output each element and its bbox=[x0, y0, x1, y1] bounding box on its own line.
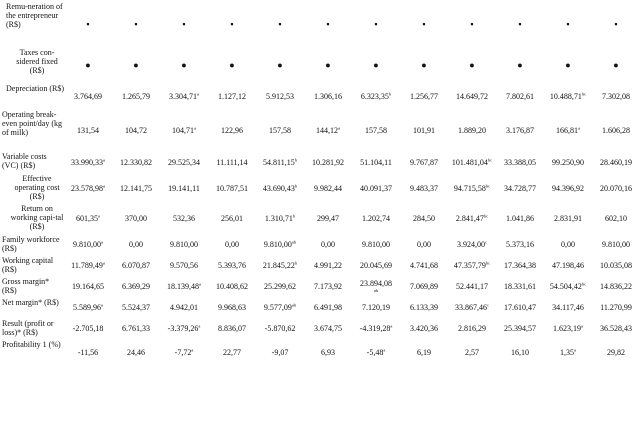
value-cell: 7.302,08 bbox=[602, 91, 630, 101]
value-cell: 40.091,37 bbox=[360, 183, 392, 193]
value-cell: 1.623,19$^a$ bbox=[553, 323, 583, 333]
value-cell: 12.330,82 bbox=[120, 157, 152, 167]
table-row bbox=[2, 173, 640, 203]
square-marker-cell: ▪ bbox=[566, 18, 570, 29]
dot-marker-cell: ● bbox=[325, 59, 331, 70]
value-cell: 7.120,19 bbox=[362, 303, 390, 312]
value-cell: 23.578,98$^a$ bbox=[71, 182, 105, 193]
square-marker-cell: ▪ bbox=[86, 18, 90, 29]
value-cell: 33.867,46$^c$ bbox=[455, 302, 489, 312]
value-cell: 6.133,39 bbox=[410, 303, 438, 312]
table-row bbox=[2, 297, 640, 318]
significance-letter: bc bbox=[483, 213, 489, 219]
value-cell: 5.373,16 bbox=[506, 240, 534, 249]
value-cell: -5.870,62 bbox=[264, 324, 296, 333]
value-cell: 1.202,74 bbox=[362, 214, 390, 223]
table-row bbox=[2, 1, 640, 47]
value-cell: 1.306,16 bbox=[314, 91, 342, 101]
value-cell: 5.524,37 bbox=[122, 303, 150, 312]
dot-marker-cell: ● bbox=[277, 59, 283, 70]
value-cell: 601,35$^a$ bbox=[76, 213, 100, 223]
value-cell: 16,10 bbox=[511, 347, 529, 357]
row-label: Net margin* (R$) bbox=[2, 298, 59, 307]
value-cell: 20.070,16 bbox=[600, 183, 632, 193]
significance-letter: c bbox=[485, 239, 487, 245]
square-marker-cell: ▪ bbox=[518, 18, 522, 29]
value-cell: 5.912,53 bbox=[266, 91, 294, 101]
value-cell: 9.570,56 bbox=[170, 261, 198, 270]
table-row bbox=[2, 255, 640, 276]
value-cell: 602,10 bbox=[605, 214, 627, 223]
value-cell: 0,00 bbox=[225, 240, 239, 249]
value-cell: 7.069,89 bbox=[410, 282, 438, 291]
value-cell: 18.139,48$^a$ bbox=[167, 281, 201, 291]
value-cell: 20.045,69 bbox=[360, 261, 392, 270]
significance-letter: bc bbox=[581, 281, 587, 287]
value-cell: 1.265,79 bbox=[122, 91, 150, 101]
value-cell: 5.393,76 bbox=[218, 261, 246, 270]
value-cell: 3.176,87 bbox=[506, 125, 534, 135]
table-body bbox=[2, 1, 640, 365]
value-cell: 18.331,61 bbox=[504, 282, 536, 291]
value-cell: 1.310,71$^b$ bbox=[264, 213, 296, 223]
value-cell: 47.198,46 bbox=[552, 261, 584, 270]
value-cell: 10.488,71$^{bc}$ bbox=[549, 90, 587, 101]
value-cell: 299,47 bbox=[317, 214, 339, 223]
value-cell: 122,96 bbox=[221, 125, 243, 135]
value-cell: 28.460,19 bbox=[600, 157, 632, 167]
value-cell: 47.357,79$^{bc}$ bbox=[453, 260, 491, 270]
value-cell: 6.369,29 bbox=[122, 282, 150, 291]
value-cell: 25.394,57 bbox=[504, 324, 536, 333]
value-cell: 1.606,28 bbox=[602, 125, 630, 135]
value-cell: 94.715,58$^{bc}$ bbox=[453, 182, 491, 193]
square-marker-cell: ▪ bbox=[278, 18, 282, 29]
value-cell: 2,57 bbox=[465, 347, 479, 357]
value-cell: 1.127,12 bbox=[218, 91, 246, 101]
table-row bbox=[2, 276, 640, 297]
dot-marker-cell: ● bbox=[85, 59, 91, 70]
row-label: Result (profit or loss)* (R$) bbox=[2, 319, 54, 337]
square-marker-cell: ▪ bbox=[422, 18, 426, 29]
value-cell: 14.836,22 bbox=[600, 282, 632, 291]
table-row bbox=[2, 151, 640, 173]
square-marker-cell: ▪ bbox=[326, 18, 330, 29]
square-marker-cell: ▪ bbox=[470, 18, 474, 29]
row-label: Profitability 1 (%) bbox=[2, 340, 61, 349]
significance-letter: bc bbox=[487, 156, 493, 162]
value-cell: 104,72 bbox=[125, 125, 147, 135]
value-cell: 284,50 bbox=[413, 214, 435, 223]
value-cell: 33.990,33$^a$ bbox=[71, 156, 105, 167]
value-cell: 29.525,34 bbox=[168, 157, 200, 167]
value-cell: 157,58 bbox=[269, 125, 291, 135]
row-label: Return on working capi-tal (R$) bbox=[10, 204, 64, 231]
value-cell: 4.942,01 bbox=[170, 303, 198, 312]
value-cell: -7,72$^a$ bbox=[174, 346, 194, 357]
square-marker-cell: ▪ bbox=[374, 18, 378, 29]
value-cell: 3.674,75 bbox=[314, 324, 342, 333]
value-cell: 157,58 bbox=[365, 125, 387, 135]
significance-letter: ab bbox=[291, 302, 297, 308]
value-cell: -11,56 bbox=[77, 347, 99, 357]
value-cell: 1.041,86 bbox=[506, 214, 534, 223]
row-label: Operating break-even point/day (kg of milk) bbox=[2, 110, 62, 137]
value-cell: 9.810,00$^{ab}$ bbox=[263, 239, 297, 249]
dot-marker-cell: ● bbox=[133, 59, 139, 70]
value-cell: 9.968,63 bbox=[218, 303, 246, 312]
value-cell: 3.764,69 bbox=[74, 91, 102, 101]
value-cell: 10.408,62 bbox=[216, 282, 248, 291]
value-cell: 9.810,00 bbox=[362, 240, 390, 249]
value-cell: 131,54 bbox=[77, 125, 99, 135]
value-cell: -4.319,28$^a$ bbox=[359, 323, 393, 333]
value-cell: 5.589,96$^a$ bbox=[73, 302, 103, 312]
value-cell: 6,19 bbox=[417, 347, 431, 357]
significance-letter: a bbox=[338, 124, 340, 130]
row-label: Remu-neration of the entrepreneur (R$) bbox=[6, 2, 63, 29]
table-row bbox=[2, 339, 640, 365]
significance-letter: b bbox=[294, 156, 297, 162]
dot-marker-cell: ● bbox=[565, 59, 571, 70]
value-cell: 0,00 bbox=[321, 240, 335, 249]
value-cell: 36.528,43 bbox=[600, 324, 632, 333]
value-cell: 14.649,72 bbox=[456, 91, 488, 101]
value-cell: 19.164,65 bbox=[72, 282, 104, 291]
row-label: Effective operating cost (R$) bbox=[14, 174, 60, 201]
row-label: Family workforce (R$) bbox=[2, 235, 60, 253]
significance-letter: a bbox=[98, 213, 100, 219]
row-label: Depreciation (R$) bbox=[6, 84, 64, 93]
value-cell: 101.481,04$^{bc}$ bbox=[451, 156, 493, 167]
value-cell: 23.894,08 ab bbox=[360, 279, 392, 293]
value-cell: 532,36 bbox=[173, 214, 195, 223]
value-cell: 1.889,20 bbox=[458, 125, 486, 135]
value-cell: 6.070,87 bbox=[122, 261, 150, 270]
dot-marker-cell: ● bbox=[373, 59, 379, 70]
value-cell: 6,93 bbox=[321, 347, 335, 357]
value-cell: 33.388,05 bbox=[504, 157, 536, 167]
value-cell: 370,00 bbox=[125, 214, 147, 223]
value-cell: 43.690,43$^b$ bbox=[262, 182, 298, 193]
significance-letter: a bbox=[197, 90, 199, 96]
significance-letter: a bbox=[199, 281, 201, 287]
value-cell: 3.304,71$^a$ bbox=[169, 90, 199, 101]
dot-marker-cell: ● bbox=[517, 59, 523, 70]
value-cell: 2.816,29 bbox=[458, 324, 486, 333]
value-cell: 6.491,98 bbox=[314, 303, 342, 312]
row-label: Working capital (R$) bbox=[2, 256, 54, 274]
value-cell: 51.104,11 bbox=[360, 157, 392, 167]
value-cell: 7.802,61 bbox=[506, 91, 534, 101]
value-cell: 21.845,22$^b$ bbox=[262, 260, 298, 270]
significance-letter: a bbox=[191, 346, 194, 352]
value-cell: 10.035,08 bbox=[600, 261, 632, 270]
value-cell: 6.761,33 bbox=[122, 324, 150, 333]
value-cell: 34.728,77 bbox=[504, 183, 536, 193]
significance-letter: b bbox=[292, 213, 296, 219]
table-row bbox=[2, 109, 640, 151]
significance-letter: a bbox=[578, 124, 580, 130]
table-row bbox=[2, 47, 640, 83]
value-cell: 4.741,68 bbox=[410, 261, 438, 270]
table-row bbox=[2, 318, 640, 339]
value-cell: -5,48$^a$ bbox=[366, 346, 386, 357]
value-cell: 9.577,09$^{ab}$ bbox=[263, 302, 297, 312]
value-cell: 0,00 bbox=[129, 240, 143, 249]
value-cell: 9.810,00 bbox=[602, 240, 630, 249]
value-cell: 256,01 bbox=[221, 214, 243, 223]
value-cell: 34.117,46 bbox=[552, 303, 584, 312]
value-cell: 54.811,15$^b$ bbox=[263, 156, 297, 167]
significance-letter: bc bbox=[581, 90, 587, 96]
value-cell: 104,71$^a$ bbox=[172, 124, 196, 135]
value-cell: 6.323,35$^b$ bbox=[360, 90, 392, 101]
value-cell: 19.141,11 bbox=[168, 183, 200, 193]
value-cell: 2.831,91 bbox=[554, 214, 582, 223]
significance-letter: b bbox=[294, 260, 298, 266]
table-row bbox=[2, 203, 640, 234]
value-cell: 25.299,62 bbox=[264, 282, 296, 291]
dot-marker-cell: ● bbox=[181, 59, 187, 70]
value-cell: 3.924,00$^c$ bbox=[457, 239, 487, 249]
significance-letter: a bbox=[101, 302, 103, 308]
value-cell: 11.111,14 bbox=[216, 157, 248, 167]
row-label: Gross margin* (R$) bbox=[2, 277, 50, 295]
row-label: Variable costs (VC) (R$) bbox=[2, 152, 47, 170]
table-row bbox=[2, 83, 640, 109]
value-cell: 2.841,47$^{bc}$ bbox=[455, 213, 489, 223]
value-cell: 10.787,51 bbox=[216, 183, 248, 193]
significance-letter: bc bbox=[485, 260, 491, 266]
value-cell: 4.991,22 bbox=[314, 261, 342, 270]
value-cell: 99.250,90 bbox=[552, 157, 584, 167]
value-cell: 9.810,00 bbox=[170, 240, 198, 249]
value-cell: 11.270,99 bbox=[600, 303, 632, 312]
economic-indicators-table bbox=[2, 1, 640, 365]
significance-letter: a bbox=[390, 323, 393, 329]
significance-letter: a bbox=[101, 239, 103, 245]
dot-marker-cell: ● bbox=[229, 59, 235, 70]
value-cell: 1,35$^a$ bbox=[560, 346, 576, 357]
value-cell: 54.504,42$^{bc}$ bbox=[549, 281, 587, 291]
significance-letter: b bbox=[388, 90, 392, 96]
value-cell: -2.705,18 bbox=[72, 324, 104, 333]
significance-letter: b bbox=[294, 182, 298, 188]
value-cell: 166,81$^a$ bbox=[556, 124, 580, 135]
significance-letter: ab bbox=[291, 239, 297, 245]
square-marker-cell: ▪ bbox=[614, 18, 618, 29]
square-marker-cell: ▪ bbox=[134, 18, 138, 29]
value-cell: 7.173,92 bbox=[314, 282, 342, 291]
value-cell: 24,46 bbox=[127, 347, 145, 357]
value-cell: 17.610,47 bbox=[504, 303, 536, 312]
row-label: Taxes con-sidered fixed (R$) bbox=[16, 48, 58, 75]
value-cell: 3.420,36 bbox=[410, 324, 438, 333]
value-cell: 0,00 bbox=[417, 240, 431, 249]
value-cell: 29,82 bbox=[607, 347, 625, 357]
value-cell: 10.281,92 bbox=[312, 157, 344, 167]
significance-letter: c bbox=[487, 302, 489, 308]
value-cell: 17.364,38 bbox=[504, 261, 536, 270]
value-cell: 22,77 bbox=[223, 347, 241, 357]
square-marker-cell: ▪ bbox=[230, 18, 234, 29]
value-cell: -9,07 bbox=[271, 347, 289, 357]
value-cell: 1.256,77 bbox=[410, 91, 438, 101]
value-cell: 9.982,44 bbox=[314, 183, 342, 193]
significance-letter: a bbox=[194, 124, 196, 130]
significance-letter: a bbox=[103, 182, 105, 188]
value-cell: 94.396,92 bbox=[552, 183, 584, 193]
significance-letter: a bbox=[574, 346, 576, 352]
value-cell: 144,12$^a$ bbox=[316, 124, 340, 135]
value-cell: 9.483,37 bbox=[410, 183, 438, 193]
significance-letter: a bbox=[581, 323, 583, 329]
significance-letter: a bbox=[102, 260, 105, 266]
table-row bbox=[2, 234, 640, 255]
value-cell: 9.767,87 bbox=[410, 157, 438, 167]
square-marker-cell: ▪ bbox=[182, 18, 186, 29]
significance-letter: a bbox=[198, 323, 201, 329]
value-cell: 11.789,49$^a$ bbox=[71, 260, 105, 270]
significance-letter: a bbox=[103, 156, 105, 162]
value-cell: 101,91 bbox=[413, 125, 435, 135]
value-cell: 12.141,75 bbox=[120, 183, 152, 193]
significance-letter: bc bbox=[485, 182, 491, 188]
value-cell: 8.836,07 bbox=[218, 324, 246, 333]
dot-marker-cell: ● bbox=[469, 59, 475, 70]
value-cell: 9.810,00$^a$ bbox=[73, 239, 103, 249]
value-cell: -3.379,26$^a$ bbox=[167, 323, 201, 333]
value-cell: 52.441,17 bbox=[456, 282, 488, 291]
dot-marker-cell: ● bbox=[421, 59, 427, 70]
significance-letter: a bbox=[383, 346, 386, 352]
dot-marker-cell: ● bbox=[613, 59, 619, 70]
value-cell: 0,00 bbox=[561, 240, 575, 249]
